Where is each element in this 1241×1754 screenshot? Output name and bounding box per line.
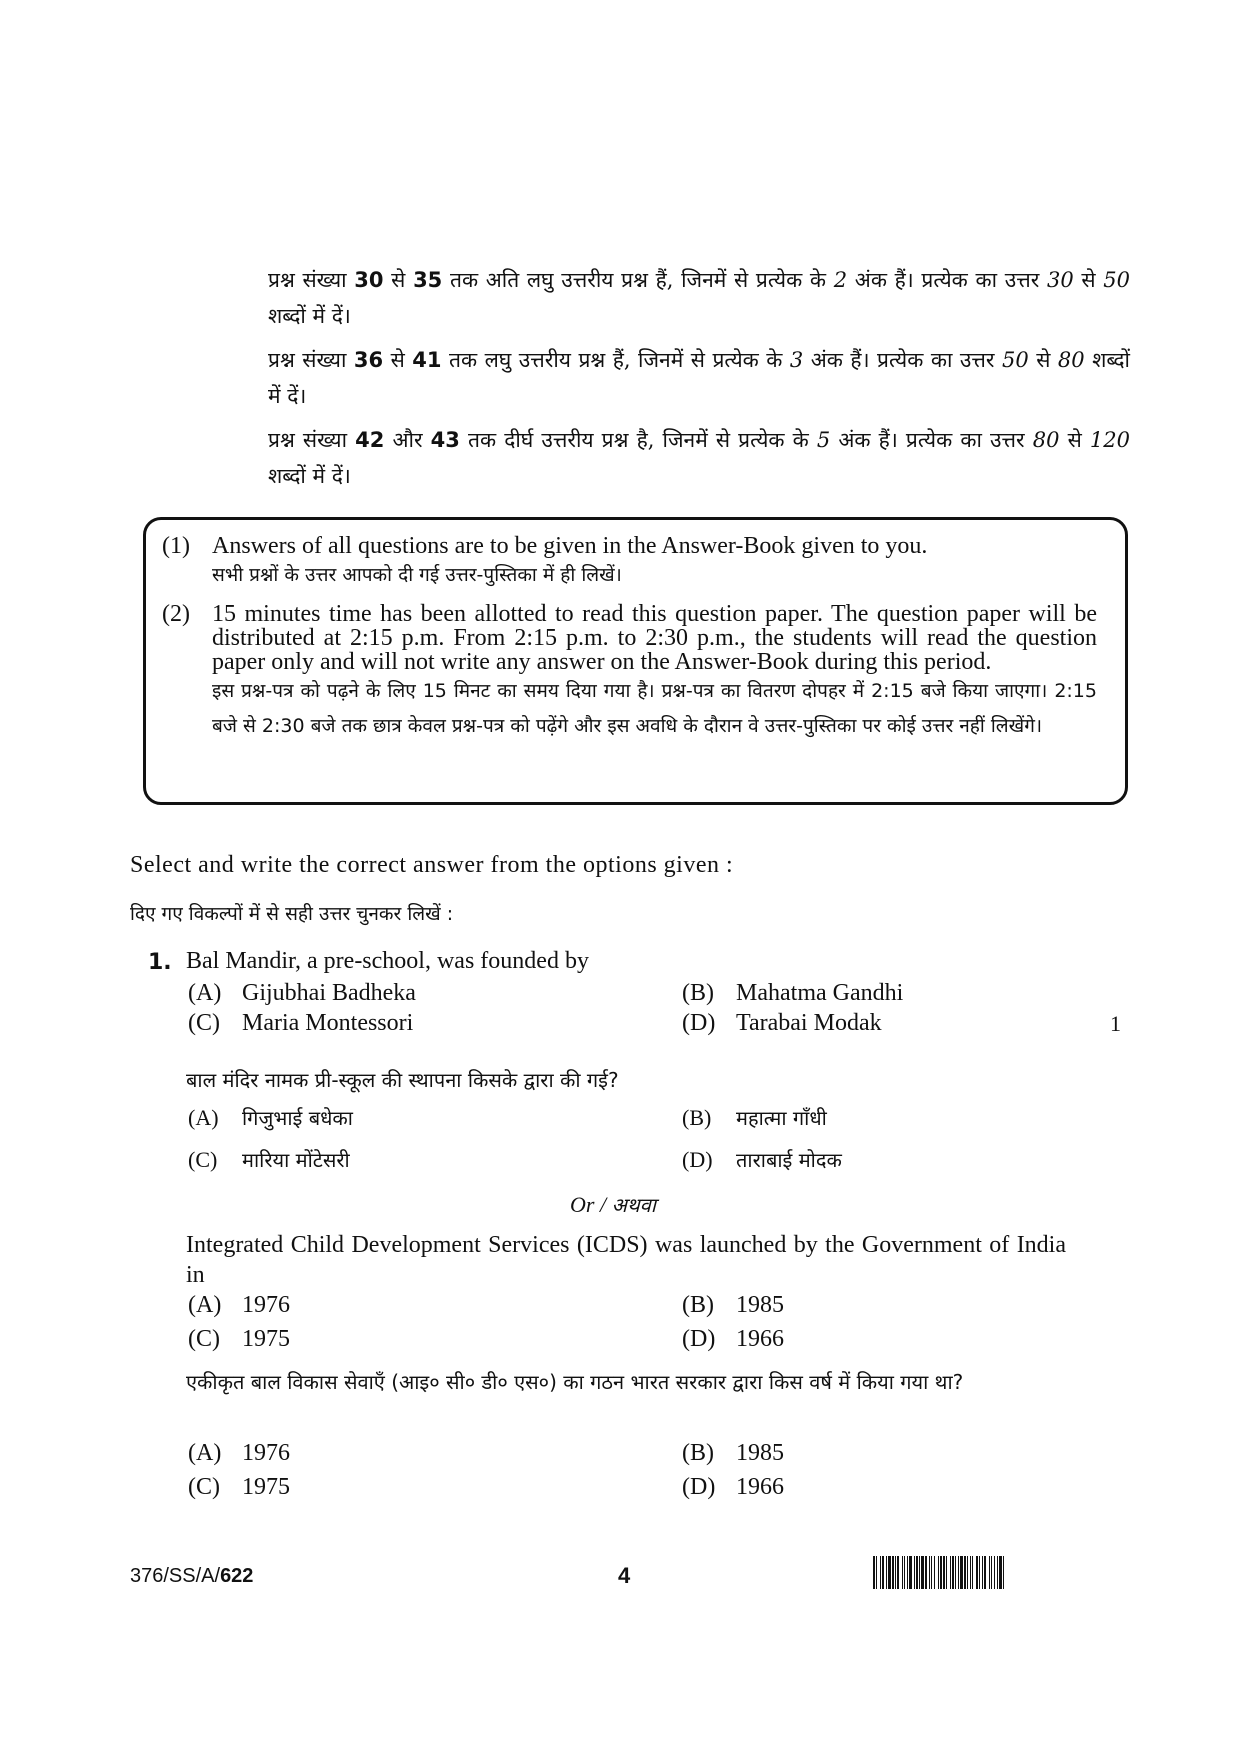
option-c-english: (C) Maria Montessori [188, 1010, 414, 1036]
barcode-icon [873, 1556, 1129, 1589]
alt-option-b-english: (B) 1985 [682, 1292, 784, 1318]
option-c-hindi: (C) मारिया मोंटेसरी [188, 1147, 350, 1172]
alt-option-d-hindi: (D) 1966 [682, 1474, 784, 1500]
option-a-english: (A) Gijubhai Badheka [188, 980, 416, 1006]
general-instructions-box [143, 517, 1128, 805]
alt-option-b-hindi: (B) 1985 [682, 1440, 784, 1466]
question-number: 1. [148, 950, 172, 975]
alt-option-c-english: (C) 1975 [188, 1326, 290, 1352]
section-directive-english: Select and write the correct answer from the options given : [130, 852, 734, 878]
alternative-question-hindi: एकीकृत बाल विकास सेवाएँ (आइ० सी० डी० एस०) का गठन भारत सरकार द्वारा किस वर्ष में किया गया था? [186, 1370, 964, 1394]
alt-option-c-hindi: (C) 1975 [188, 1474, 290, 1500]
box-item-hindi: इस प्रश्न-पत्र को पढ़ने के लिए 15 मिनट का समय दिया गया है। प्रश्न-पत्र का वितरण दोपहर में 2:15 बजे किया जाएगा। 2:15 बजे से 2:30 बजे तक छात्र केवल प्रश्न-पत्र को पढ़ेंगे और इस अवधि के दौरान वे उत्तर-पुस्तिका पर कोई उत्तर नहीं लिखेंगे। [212, 680, 1097, 737]
instruction-paragraph-2: प्रश्न संख्या 36 से 41 तक लघु उत्तरीय प्रश्न हैं, जिनमें से प्रत्येक के 3 अंक हैं। प्रत्येक का उत्तर 50 से 80 शब्दों में दें। [268, 348, 1130, 408]
question-text-english: Bal Mandir, a pre-school, was founded by [186, 948, 589, 974]
box-item-2 [162, 602, 1097, 744]
instruction-paragraph-1: प्रश्न संख्या 30 से 35 तक अति लघु उत्तरीय प्रश्न हैं, जिनमें से प्रत्येक के 2 अंक हैं। प्रत्येक का उत्तर 30 से 50 शब्दों में दें। [268, 268, 1131, 328]
or-separator: Or / अथवा [570, 1192, 656, 1217]
option-b-hindi: (B) महात्मा गाँधी [682, 1105, 827, 1130]
option-d-english: (D) Tarabai Modak [682, 1010, 882, 1036]
box-item-english: Answers of all questions are to be given in the Answer-Book given to you. [212, 533, 928, 559]
alt-option-d-english: (D) 1966 [682, 1326, 784, 1352]
question-marks: 1 [1110, 1011, 1121, 1036]
question-text-hindi: बाल मंदिर नामक प्री-स्कूल की स्थापना किसके द्वारा की गई? [186, 1068, 619, 1092]
box-item-english: 15 minutes time has been allotted to read this question paper. The question paper will be distributed at 2:15 p.m. From 2:15 p.m. to 2:30 p.m., the students will read the question paper only and will not write any answer on the Answer-Book during this period. [212, 601, 1097, 675]
option-a-hindi: (A) गिजुभाई बधेका [188, 1105, 353, 1130]
box-item-1 [162, 534, 1097, 593]
box-item-number: (1) [162, 533, 190, 559]
box-item-number: (2) [162, 601, 190, 627]
section-directive-hindi: दिए गए विकल्पों में से सही उत्तर चुनकर लिखें : [130, 903, 454, 925]
option-b-english: (B) Mahatma Gandhi [682, 980, 904, 1006]
alt-option-a-english: (A) 1976 [188, 1292, 290, 1318]
alternative-question-english: Integrated Child Development Services (ICDS) was launched by the Government of India in [186, 1232, 1066, 1288]
page-number: 4 [618, 1563, 631, 1588]
instruction-paragraph-3: प्रश्न संख्या 42 और 43 तक दीर्घ उत्तरीय प्रश्न है, जिनमें से प्रत्येक के 5 अंक हैं। प्रत्येक का उत्तर 80 से 120 शब्दों में दें। [268, 428, 1130, 488]
option-d-hindi: (D) ताराबाई मोदक [682, 1147, 842, 1172]
alt-option-a-hindi: (A) 1976 [188, 1440, 290, 1466]
box-item-hindi: सभी प्रश्नों के उत्तर आपको दी गई उत्तर-पुस्तिका में ही लिखें। [212, 564, 622, 586]
paper-code: 376/SS/A/622 [130, 1565, 254, 1587]
